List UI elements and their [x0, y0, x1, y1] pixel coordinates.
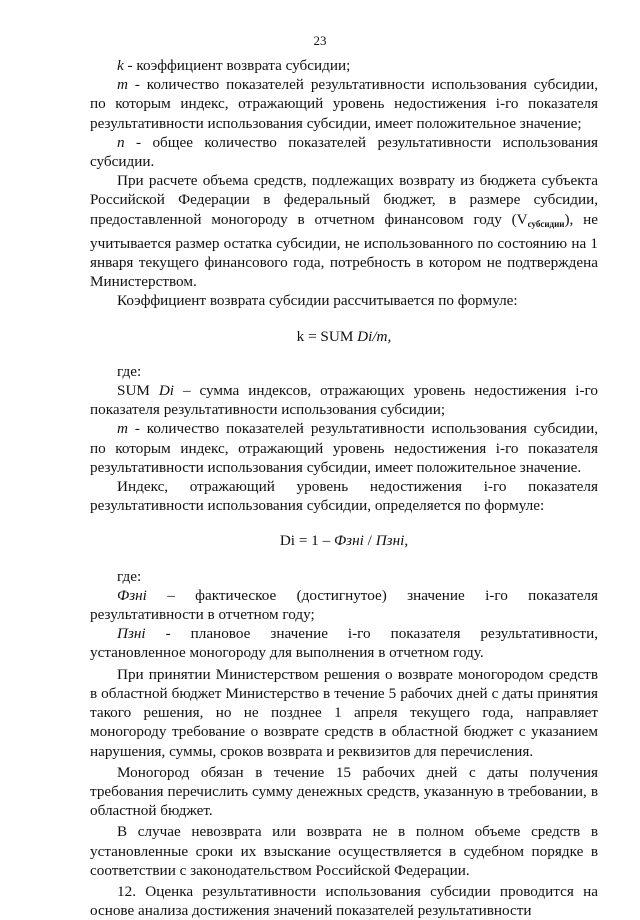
formula-di-c: /: [363, 532, 376, 550]
m-text-1: - количество показателей результативности использования субсидии, по которым индекс, отражающий уровень недостижения i-го показателя результативности использования субсидии, имеет положительное значение;: [90, 76, 598, 132]
m-term-1: m: [117, 76, 128, 94]
paragraph-court: В случае невозврата или возврата не в полном объеме средств в установленные сроки их взыскание осуществляется в судебном порядке в соответствии с законодательством Российской Федерации.: [90, 823, 598, 879]
formula-k: [90, 327, 598, 346]
page-number: 23: [313, 33, 327, 48]
paragraph-12: 12. Оценка результативности использования субсидии проводится на основе анализа достижения значений показателей результативности: [90, 882, 598, 920]
n-text: - общее количество показателей результативности использования субсидии.: [90, 133, 598, 171]
index-intro: Индекс, отражающий уровень недостижения i-го показателя результативности использования субсидии, определяется по формуле:: [90, 478, 598, 515]
n-definition: [90, 133, 598, 171]
formula-k-a: k = SUM: [296, 327, 358, 345]
k-term: k: [117, 57, 124, 74]
k-text: - коэффициент возврата субсидии;: [123, 57, 351, 74]
fact-definition: [90, 586, 598, 624]
sum-definition: [90, 381, 598, 419]
sum-text: – сумма индексов, отражающих уровень недостижения i-го показателя результативности использования субсидии;: [90, 382, 598, 419]
where-label-1: где:: [117, 362, 142, 380]
m-term-2: m: [117, 420, 128, 438]
m-text-2: - количество показателей результативности использования субсидии, по которым индекс, отражающий уровень недостижения i-го показателя результативности использования субсидии, имеет положительное значение.: [90, 420, 598, 476]
plan-term: Пзні: [117, 625, 146, 643]
fact-term: Фзні: [117, 586, 147, 604]
coefficient-intro: Коэффициент возврата субсидии рассчитывается по формуле:: [117, 292, 518, 310]
formula-k-b: Di/m,: [357, 327, 392, 345]
subsidy-subscript: субсидии: [527, 218, 565, 229]
formula-di-a: Di = 1 –: [279, 532, 334, 550]
paragraph-volume-b: ), не учитывается размер остатка субсидии, не использованного по состоянию на 1 января текущего финансового года, потребность в котором не подтверждена Министерством.: [90, 210, 598, 291]
k-definition: [90, 56, 598, 75]
plan-definition: [90, 624, 598, 662]
formula-di-d: Пзні,: [375, 532, 409, 550]
document-body: [90, 56, 598, 920]
sum-term-b: Di: [158, 382, 175, 400]
sum-term-a: SUM: [117, 382, 159, 400]
paragraph-volume: [90, 171, 598, 291]
n-term: n: [117, 133, 125, 151]
fact-text: – фактическое (достигнутое) значение i-го показателя результативности в отчетном году;: [90, 586, 598, 624]
paragraph-volume-a: При расчете объема средств, подлежащих возврату из бюджета субъекта Российской Федерации в федеральный бюджет, в размере субсидии, предоставленной моногороду в отчетном финансовом году (V: [90, 172, 598, 228]
plan-text: - плановое значение i-го показателя результативности, установленное моногороду для выполнения в отчетном году.: [90, 625, 598, 662]
m-definition-1: [90, 75, 598, 133]
formula-di-b: Фзні: [333, 532, 364, 550]
paragraph-decision: При принятии Министерством решения о возврате моногородом средств в областной бюджет Министерство в течение 5 рабочих дней с даты принятия такого решения, но не позднее 1 апреля текущего года, направляет моногороду требование о возврате средств в областной бюджет с указанием нарушения, суммы, сроков возврата и реквизитов для перечисления.: [90, 665, 598, 760]
formula-di: [90, 531, 598, 550]
m-definition-2: [90, 419, 598, 477]
where-label-2: где:: [117, 567, 142, 585]
paragraph-obliged: Моногород обязан в течение 15 рабочих дней с даты получения требования перечислить сумму денежных средств, указанную в требовании, в областной бюджет.: [90, 763, 598, 820]
